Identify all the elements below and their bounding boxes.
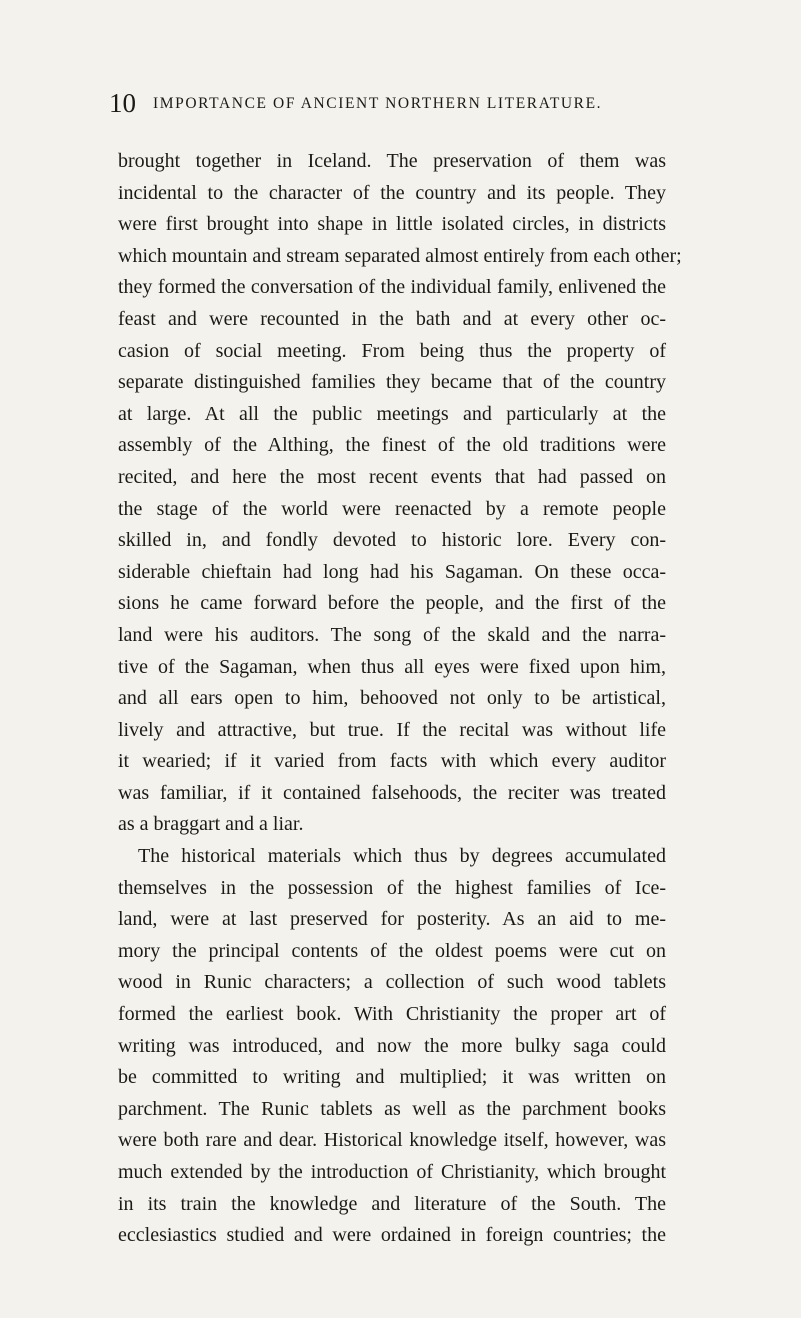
paragraph-1 [118,146,682,841]
page-number: 10 [109,88,136,118]
text-line: and all ears open to him, behooved not only to be artistical, [118,687,666,710]
text-line: lively and attractive, but true. If the recital was without life [118,718,666,741]
running-title: IMPORTANCE OF ANCIENT NORTHERN LITERATURE. [153,95,603,112]
text-line: were first brought into shape in little isolated circles, in districts [118,213,666,236]
text-line: brought together in Iceland. The preservation of them was [118,150,666,172]
text-line: wood in Runic characters; a collection of such wood tablets [118,971,666,994]
text-line: sions he came forward before the people, and the first of the [118,592,666,615]
text-line: be committed to writing and multiplied; it was written on [118,1066,666,1089]
text-line: incidental to the character of the country and its people. They [118,181,666,204]
text-line: ecclesiastics studied and were ordained in foreign countries; the [118,1224,666,1247]
text-line: they formed the conversation of the individual family, enlivened the [118,276,666,299]
text-line: were both rare and dear. Historical knowledge itself, however, was [118,1129,666,1152]
text-line: the stage of the world were reenacted by a remote people [118,497,666,520]
text-line: as a braggart and a liar. [118,813,304,836]
text-line: separate distinguished families they became that of the country [118,371,666,394]
text-line: feast and were recounted in the bath and at every other oc- [118,307,666,330]
text-line: The historical materials which thus by degrees accumulated [138,845,666,868]
text-line: themselves in the possession of the highest families of Ice- [118,876,666,899]
text-line: parchment. The Runic tablets as well as the parchment books [118,1097,666,1120]
text-line: writing was introduced, and now the more bulky saga could [118,1034,666,1057]
text-line: in its train the knowledge and literature of the South. The [118,1192,666,1215]
text-line: much extended by the introduction of Christianity, which brought [118,1161,666,1183]
text-line: skilled in, and fondly devoted to historic lore. Every con- [118,529,666,552]
body-text [118,146,682,1252]
text-line: was familiar, if it contained falsehoods, the reciter was treated [118,781,666,804]
paragraph-2 [118,841,666,1252]
text-line: recited, and here the most recent events that had passed on [118,465,666,488]
running-header [109,88,669,122]
text-line: land were his auditors. The song of the skald and the narra- [118,623,666,646]
text-line: tive of the Sagaman, when thus all eyes were fixed upon him, [118,655,666,678]
text-line: assembly of the Althing, the finest of the old traditions were [118,434,666,457]
text-line: which mountain and stream separated almost entirely from each other; [118,244,682,267]
text-line: casion of social meeting. From being thus the property of [118,339,666,362]
text-line: formed the earliest book. With Christianity the proper art of [118,1003,666,1026]
text-line: land, were at last preserved for posterity. As an aid to me- [118,908,666,931]
text-line: siderable chieftain had long had his Sagaman. On these occa- [118,560,666,583]
text-line: it wearied; if it varied from facts with which every auditor [118,750,666,773]
text-line: at large. At all the public meetings and particularly at the [118,402,666,425]
text-line: mory the principal contents of the oldest poems were cut on [118,939,666,962]
